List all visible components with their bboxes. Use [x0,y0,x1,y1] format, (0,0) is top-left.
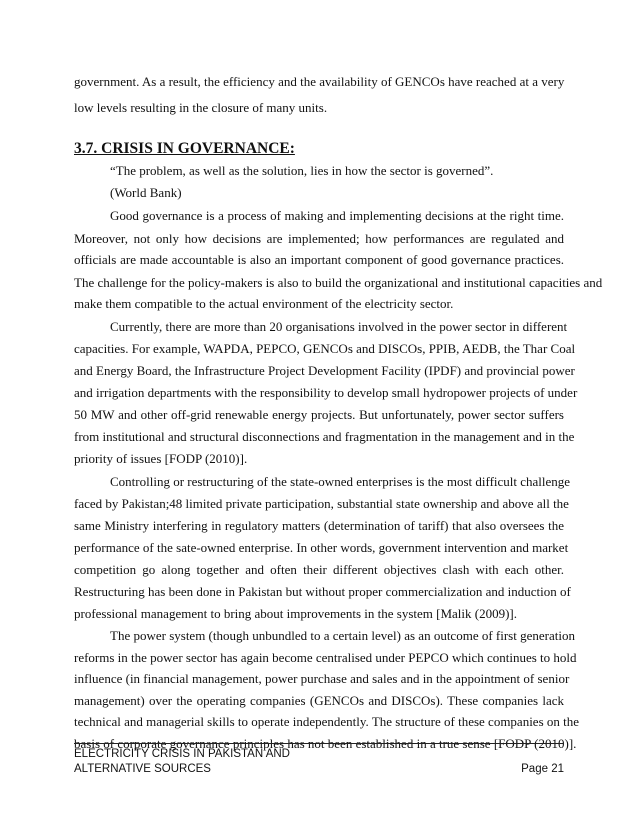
body-line: competition go along together and often their different objectives clash with each other. [74,562,564,577]
body-line: Good governance is a process of making and implementing decisions at the right time. [110,208,564,223]
body-line: Moreover, not only how decisions are implemented; how performances are regulated and [74,231,564,246]
body-line: Controlling or restructuring of the state-owned enterprises is the most difficult challenge [110,474,571,489]
body-line: officials are made accountable is also an important component of good governance practices. [74,252,564,267]
quote-source: (World Bank) [110,185,182,200]
section-heading: 3.7. CRISIS IN GOVERNANCE: [74,140,295,157]
body-line: basis of corporate governance principles has not been established in a true sense [FODP (2010)]. [74,736,577,751]
body-line: influence (in financial management, power purchase and sales and in the appointment of senior [74,671,570,686]
body-line: The power system (though unbundled to a certain level) as an outcome of first generation [110,628,575,643]
body-line: faced by Pakistan;48 limited private participation, substantial state ownership and above all the [74,496,569,511]
quote-line: “The problem, as well as the solution, lies in how the sector is governed”. [110,163,494,178]
body-line: management) over the operating companies (GENCOs and DISCOs). These companies lack [74,693,564,708]
body-line: capacities. For example, WAPDA, PEPCO, GENCOs and DISCOs, PPIB, AEDB, the Thar Coal [74,341,576,356]
body-line: same Ministry interfering in regulatory matters (determination of tariff) that also oversees the [74,518,564,533]
body-line: and irrigation departments with the responsibility to develop small hydropower projects of under [74,385,578,400]
body-line: government. As a result, the efficiency and the availability of GENCOs have reached at a very [74,74,565,89]
body-line: make them compatible to the actual environment of the electricity sector. [74,296,454,311]
body-line: low levels resulting in the closure of many units. [74,100,328,115]
body-line: The challenge for the policy-makers is also to build the organizational and institutional capacities and [74,275,603,290]
body-line: professional management to bring about improvements in the system [Malik (2009)]. [74,606,517,621]
footer-title-line-1: ELECTRICITY CRISIS IN PAKISTAN AND [74,748,290,760]
body-line: Restructuring has been done in Pakistan but without proper commercialization and induction of [74,584,571,599]
body-line: Currently, there are more than 20 organisations involved in the power sector in different [110,319,568,334]
body-line: 50 MW and other off-grid renewable energy projects. But unfortunately, power sector suffers [74,407,564,422]
body-line: reforms in the power sector has again become centralised under PEPCO which continues to hold [74,650,577,665]
footer-title-line-2: ALTERNATIVE SOURCES [74,763,211,775]
body-line: and Energy Board, the Infrastructure Project Development Facility (IPDF) and provincial power [74,363,575,378]
footer-title [74,747,290,777]
body-line: technical and managerial skills to operate independently. The structure of these companies on the [74,714,580,729]
body-line: from institutional and structural disconnections and fragmentation in the management and in the [74,429,575,444]
footer-rule [74,743,564,744]
body-line: priority of issues [FODP (2010)]. [74,451,248,466]
body-line: performance of the sate-owned enterprise. In other words, government intervention and market [74,540,569,555]
page-number: Page 21 [521,763,564,775]
